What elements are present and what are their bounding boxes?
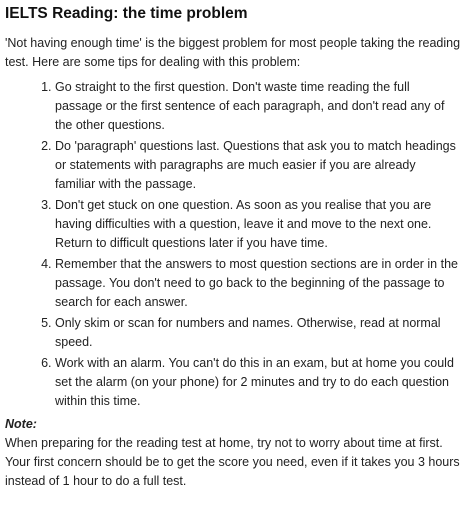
- note-text: When preparing for the reading test at home, try not to worry about time at first. Your first concern should be to get the score you need, even if it takes you 3 hours instead of 1 hour to do a full test.: [5, 436, 460, 488]
- tip-item-4: 4. Remember that the answers to most question sections are in order in the passage. You don't need to go back to the beginning of the passage to search for each answer.: [55, 255, 458, 312]
- tip-item-3: 3. Don't get stuck on one question. As soon as you realise that you are having difficulties with a question, leave it and move to the next one. Return to difficult questions later if you have time.: [55, 196, 458, 253]
- tip-item-6: 6. Work with an alarm. You can't do this in an exam, but at home you could set the alarm (on your phone) for 2 minutes and try to do each question within this time.: [55, 354, 458, 411]
- note-label: Note:: [5, 417, 37, 431]
- tip-item-5: 5. Only skim or scan for numbers and names. Otherwise, read at normal speed.: [55, 314, 458, 352]
- intro-paragraph: 'Not having enough time' is the biggest problem for most people taking the reading test. Here are some tips for dealing with this problem:: [5, 36, 461, 69]
- tips-list: [5, 78, 464, 411]
- page-title: IELTS Reading: the time problem: [5, 5, 248, 22]
- tip-item-1: 1. Go straight to the first question. Don't waste time reading the full passage or the first sentence of each paragraph, and don't read any of the other questions.: [55, 78, 458, 135]
- tip-item-2: 2. Do 'paragraph' questions last. Questions that ask you to match headings or statements with paragraphs are much easier if you are already familiar with the passage.: [55, 137, 458, 194]
